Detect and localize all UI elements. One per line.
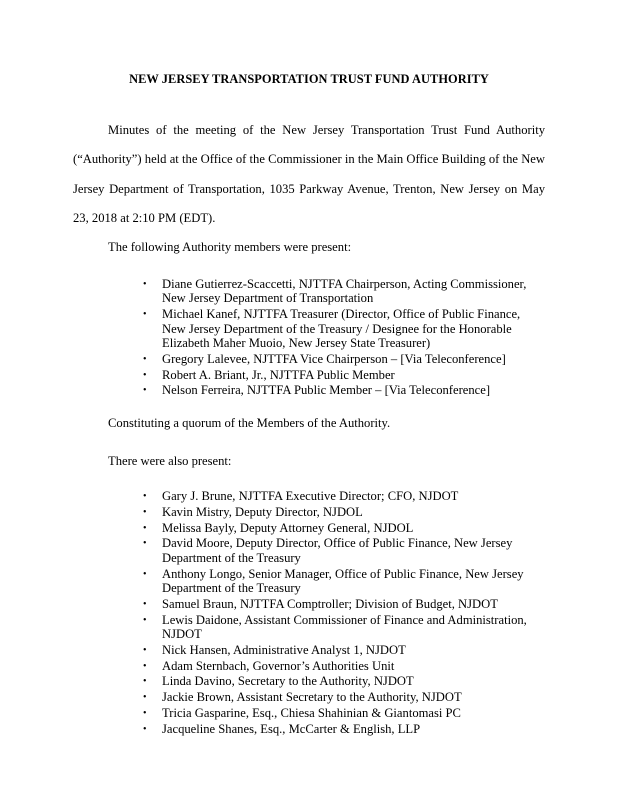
bullet-icon: •	[143, 538, 147, 550]
bullet-icon: •	[143, 491, 147, 502]
document-title: NEW JERSEY TRANSPORTATION TRUST FUND AUTHORITY	[129, 72, 489, 86]
bullet-icon: •	[143, 568, 147, 580]
bullet-icon: •	[143, 707, 147, 719]
list-item: • Nick Hansen, Administrative Analyst 1, NJDOT	[143, 642, 406, 657]
bullet-icon: •	[143, 279, 147, 290]
also-present-heading: There were also present:	[108, 454, 232, 468]
bullet-icon: •	[143, 522, 147, 534]
bullet-icon: •	[143, 598, 147, 610]
list-item: • Michael Kanef, NJTTFA Treasurer (Director, Office of Public Finance, New Jersey Department of the Treasury / Designee for the Honorable Elizabeth Maher Muoio, New Jersey State Treasurer)	[143, 307, 521, 351]
bullet-icon: •	[143, 385, 147, 397]
also-present-list	[0, 489, 534, 738]
list-item: • Robert A. Briant, Jr., NJTTFA Public Member	[143, 367, 395, 382]
bullet-icon: •	[143, 644, 147, 656]
bullet-icon: •	[143, 309, 147, 321]
list-item: • David Moore, Deputy Director, Office of Public Finance, New Jersey Department of the Treasury	[143, 536, 513, 565]
list-item: • Anthony Longo, Senior Manager, Office of Public Finance, New Jersey Department of the Treasury	[143, 566, 524, 595]
list-item: • Kavin Mistry, Deputy Director, NJDOL	[143, 504, 363, 519]
bullet-icon: •	[143, 369, 147, 381]
list-item: • Samuel Braun, NJTTFA Comptroller; Division of Budget, NJDOT	[143, 596, 498, 611]
quorum-statement: Constituting a quorum of the Members of the Authority.	[108, 416, 391, 430]
members-list	[0, 277, 534, 399]
list-item: • Gary J. Brune, NJTTFA Executive Director; CFO, NJDOT	[143, 489, 459, 503]
members-heading: The following Authority members were present:	[108, 240, 352, 254]
bullet-icon: •	[143, 676, 147, 688]
bullet-icon: •	[143, 692, 147, 704]
list-item: • Tricia Gasparine, Esq., Chiesa Shahinian & Giantomasi PC	[143, 705, 461, 720]
bullet-icon: •	[143, 506, 147, 518]
list-item: • Jackie Brown, Assistant Secretary to the Authority, NJDOT	[143, 690, 462, 705]
list-item: • Linda Davino, Secretary to the Authority, NJDOT	[143, 674, 414, 689]
list-item: • Lewis Daidone, Assistant Commissioner of Finance and Administration, NJDOT	[143, 612, 527, 641]
list-item: • Gregory Lalevee, NJTTFA Vice Chairperson – [Via Teleconference]	[143, 351, 506, 366]
bullet-icon: •	[143, 660, 147, 672]
list-item: • Jacqueline Shanes, Esq., McCarter & English, LLP	[143, 721, 421, 736]
list-item: • Adam Sternbach, Governor’s Authorities Unit	[143, 658, 395, 673]
intro-paragraph: Minutes of the meeting of the New Jersey Transportation Trust Fund Authority (“Authority”) held at the Office of the Commissioner in the Main Office Building of the New Jersey Department of Transportation, 1035 Parkway Avenue, Trenton, New Jersey on May 23, 2018 at 2:10 PM (EDT).	[73, 123, 545, 225]
bullet-icon: •	[143, 353, 147, 365]
list-item: • Diane Gutierrez-Scaccetti, NJTTFA Chairperson, Acting Commissioner, New Jersey Department of Transportation	[143, 277, 527, 306]
bullet-icon: •	[143, 723, 147, 735]
list-item: • Nelson Ferreira, NJTTFA Public Member – [Via Teleconference]	[143, 383, 491, 398]
bullet-icon: •	[143, 614, 147, 626]
list-item: • Melissa Bayly, Deputy Attorney General, NJDOL	[143, 520, 414, 535]
